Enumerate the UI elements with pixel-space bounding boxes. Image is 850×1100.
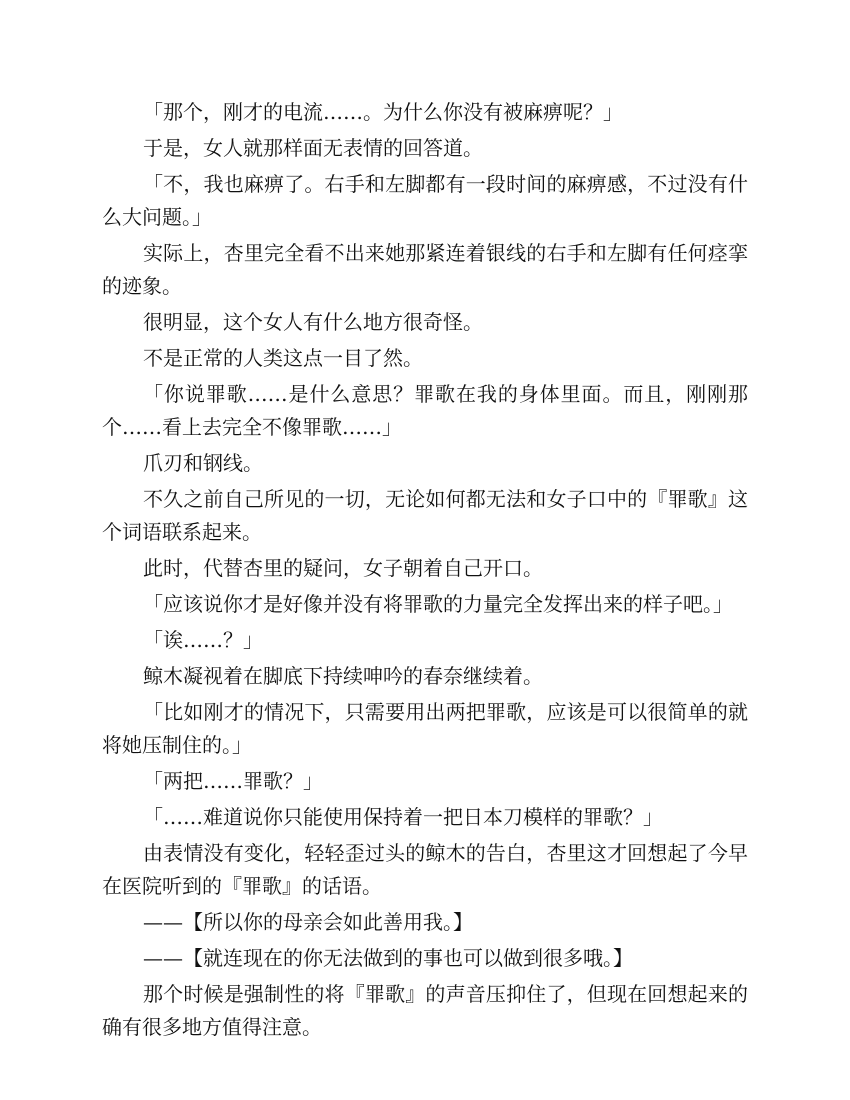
paragraph: 鲸木凝视着在脚底下持续呻吟的春奈继续着。 bbox=[143, 664, 543, 688]
paragraph: ——【所以你的母亲会如此善用我。】 bbox=[143, 910, 473, 934]
paragraph: 那个时候是强制性的将『罪歌』的声音压抑住了，但现在回想起来的确有很多地方值得注意。 bbox=[102, 982, 748, 1039]
paragraph: 于是，女人就那样面无表情的回答道。 bbox=[143, 136, 483, 160]
paragraph: 「两把……罪歌？」 bbox=[143, 769, 323, 793]
paragraph: 「诶……？」 bbox=[143, 628, 263, 652]
paragraph: 爪刃和钢线。 bbox=[143, 451, 263, 475]
paragraph: 很明显，这个女人有什么地方很奇怪。 bbox=[143, 310, 483, 334]
paragraph: 「那个，刚才的电流……。为什么你没有被麻痹呢？」 bbox=[143, 100, 623, 124]
paragraph: 此时，代替杏里的疑问，女子朝着自己开口。 bbox=[143, 556, 543, 580]
paragraph: 不是正常的人类这点一目了然。 bbox=[143, 346, 423, 370]
paragraph: 「你说罪歌……是什么意思？罪歌在我的身体里面。而且，刚刚那个……看上去完全不像罪歌……」 bbox=[102, 382, 748, 439]
paragraph: 「应该说你才是好像并没有将罪歌的力量完全发挥出来的样子吧。」 bbox=[143, 592, 733, 616]
paragraph: 实际上，杏里完全看不出来她那紧连着银线的右手和左脚有任何痉挛的迹象。 bbox=[102, 241, 748, 298]
paragraph: 「……难道说你只能使用保持着一把日本刀模样的罪歌？」 bbox=[143, 805, 663, 829]
paragraph: 「比如刚才的情况下，只需要用出两把罪歌，应该是可以很简单的就将她压制住的。」 bbox=[102, 700, 748, 757]
paragraph: 「不，我也麻痹了。右手和左脚都有一段时间的麻痹感，不过没有什么大问题。」 bbox=[102, 172, 748, 229]
paragraph: 由表情没有变化，轻轻歪过头的鲸木的告白，杏里这才回想起了今早在医院听到的『罪歌』的话语。 bbox=[102, 841, 748, 898]
paragraph: ——【就连现在的你无法做到的事也可以做到很多哦。】 bbox=[143, 946, 633, 970]
document-page bbox=[102, 96, 748, 1047]
paragraph: 不久之前自己所见的一切，无论如何都无法和女子口中的『罪歌』这个词语联系起来。 bbox=[102, 487, 748, 544]
